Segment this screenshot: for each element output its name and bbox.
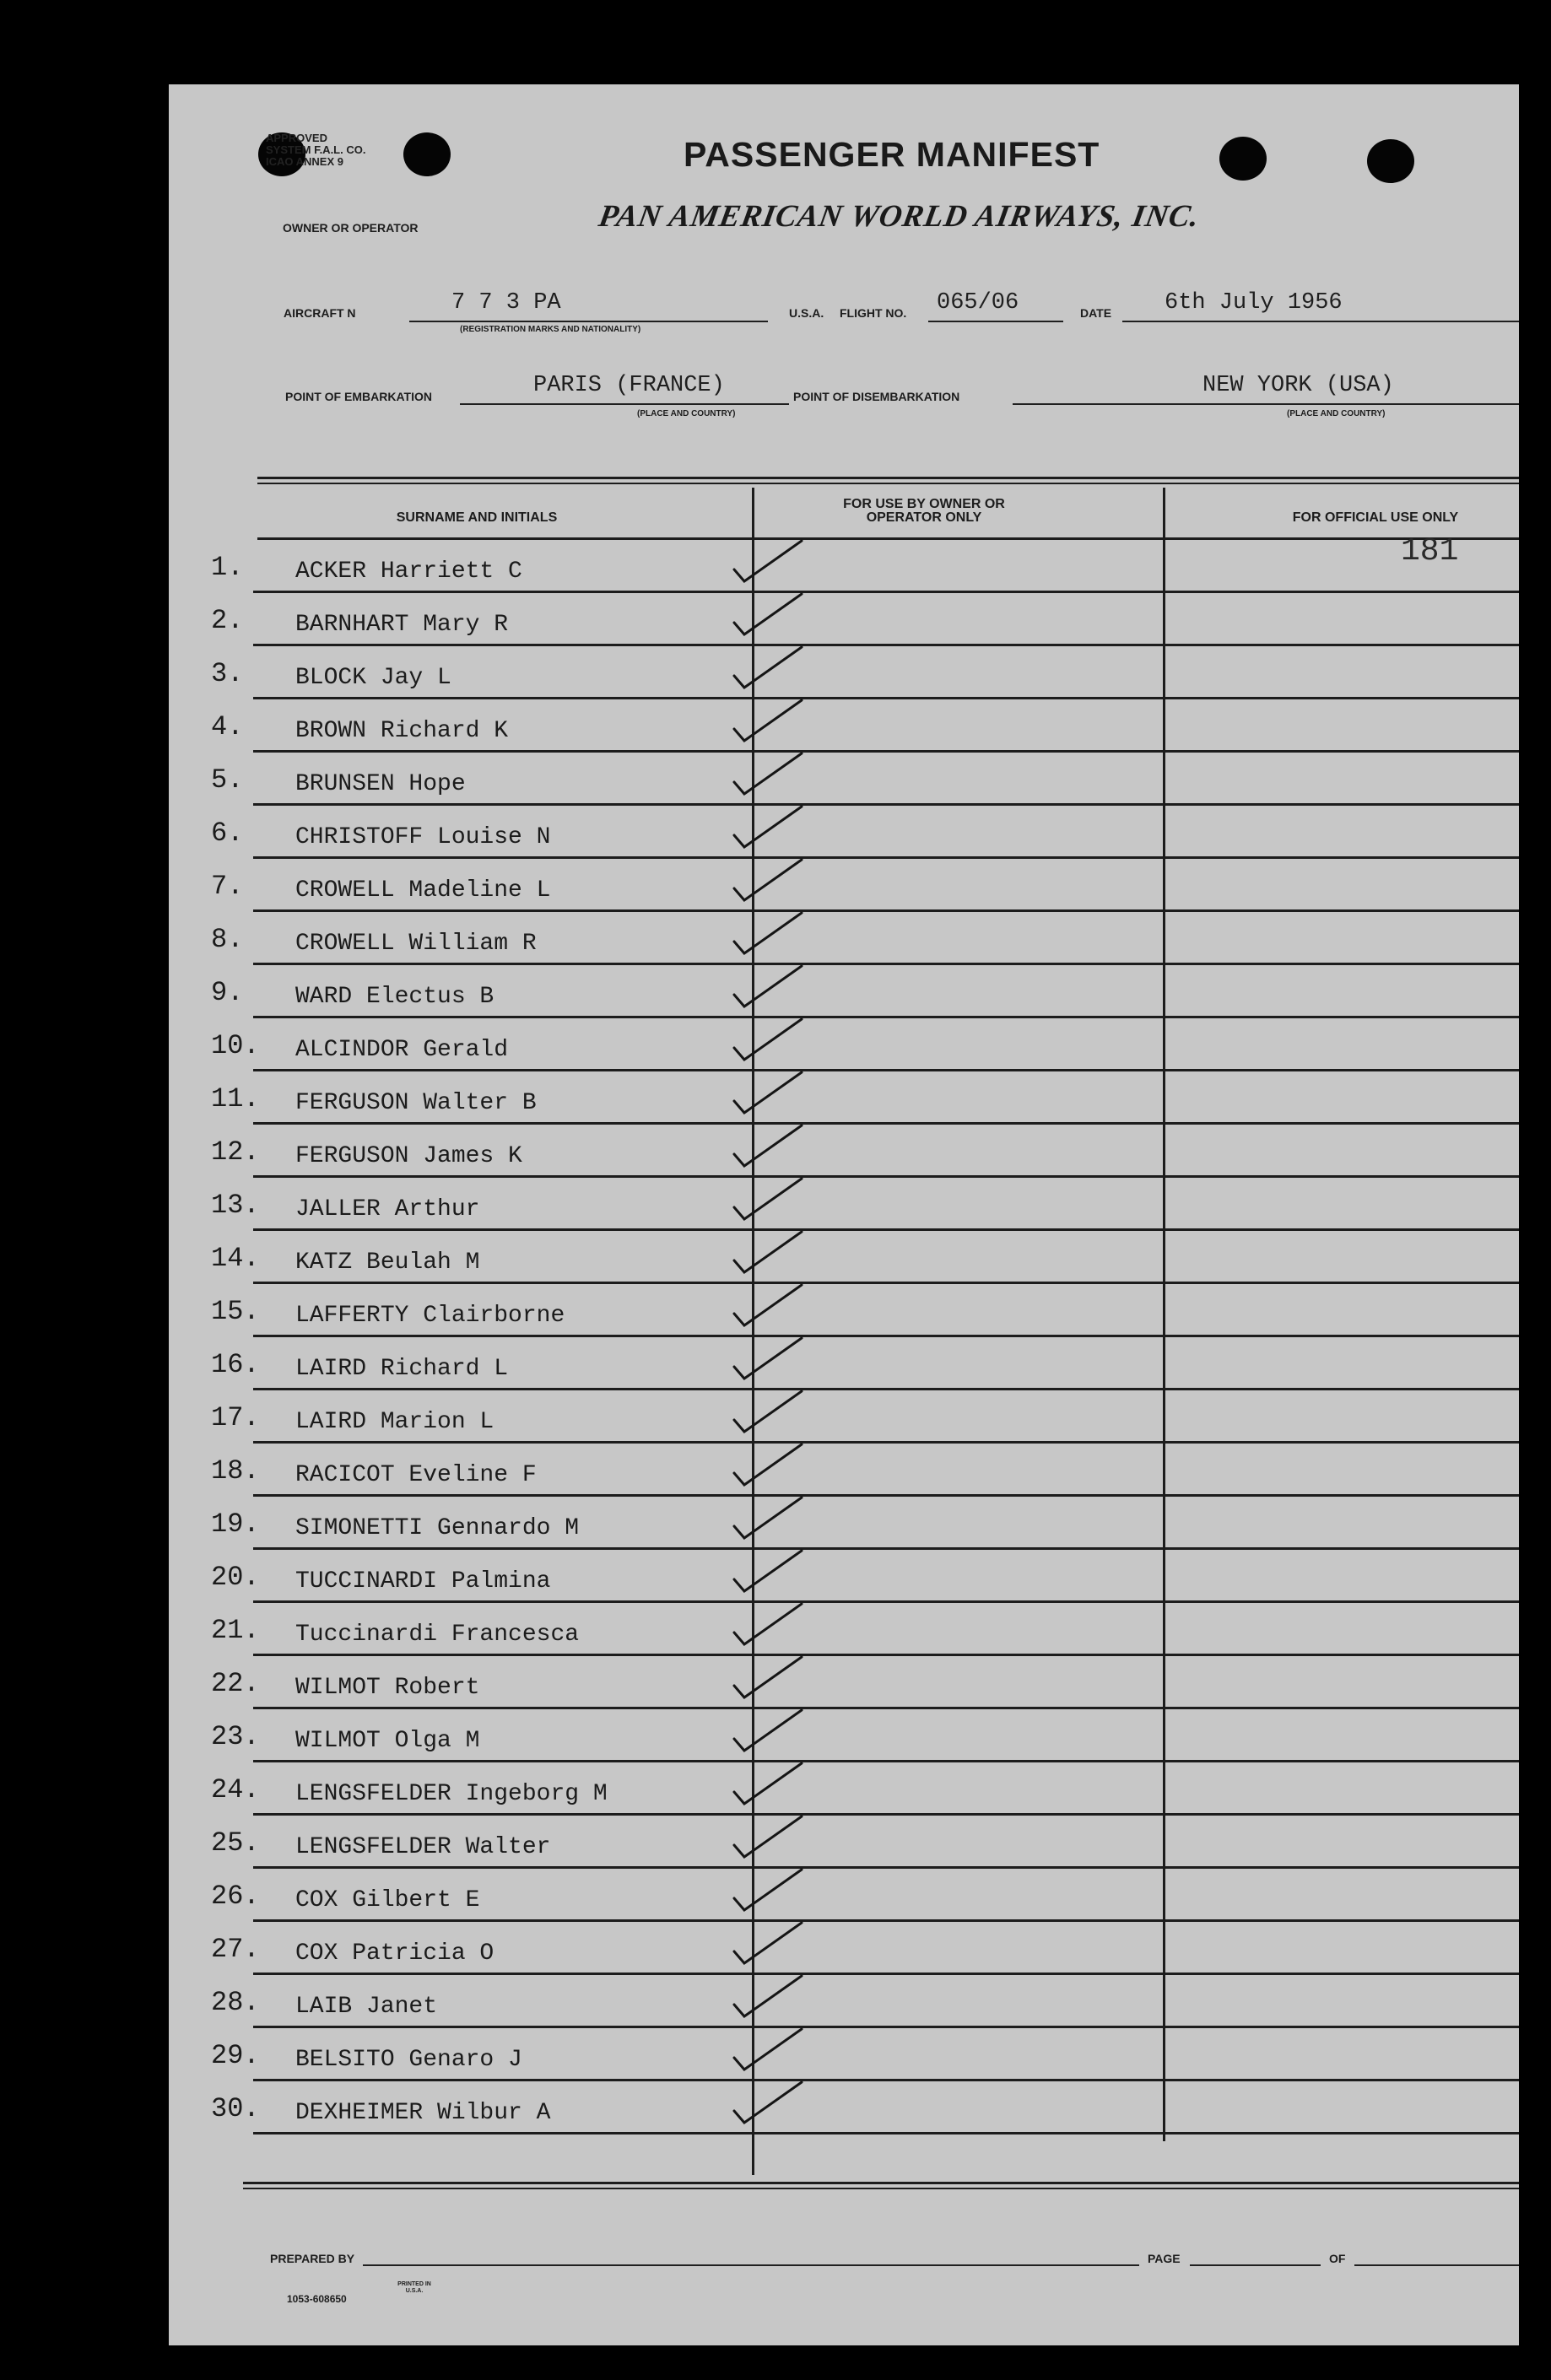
checkmark-icon: [732, 1069, 817, 1120]
operator-name: PAN AMERICAN WORLD AIRWAYS, INC.: [596, 199, 1202, 234]
row-number: 6.: [211, 818, 244, 849]
passenger-name: CROWELL Madeline L: [295, 877, 551, 904]
passenger-name: ALCINDOR Gerald: [295, 1037, 509, 1063]
checkmark-icon: [732, 1919, 817, 1970]
table-bottom-rule: [243, 2182, 1519, 2184]
passenger-row: [169, 1071, 1519, 1125]
passenger-row: [169, 1975, 1519, 2028]
aircraft-value: 7 7 3 PA: [451, 290, 561, 316]
passenger-name: RACICOT Eveline F: [295, 1462, 537, 1488]
owner-use-column-header: FOR USE BY OWNER OR OPERATOR ONLY: [843, 497, 1005, 525]
row-number: 19.: [211, 1508, 260, 1540]
passenger-row: [169, 1816, 1519, 1869]
checkmark-icon: [732, 1282, 817, 1332]
row-number: 26.: [211, 1881, 260, 1912]
embark-value: PARIS (FRANCE): [533, 373, 725, 398]
passenger-name: CROWELL William R: [295, 931, 537, 957]
passenger-row: [169, 2028, 1519, 2081]
punch-hole: [1219, 137, 1267, 181]
row-number: 27.: [211, 1934, 260, 1965]
printed-mark: PRINTED IN U.S.A.: [397, 2281, 431, 2294]
checkmark-icon: [732, 750, 817, 801]
passenger-row: [169, 965, 1519, 1018]
row-number: 17.: [211, 1402, 260, 1433]
passenger-row: [169, 1018, 1519, 1071]
passenger-name: CHRISTOFF Louise N: [295, 824, 551, 850]
passenger-name: Tuccinardi Francesca: [295, 1622, 580, 1648]
page-title: PASSENGER MANIFEST: [684, 135, 1100, 174]
checkmark-icon: [732, 963, 817, 1013]
passenger-name: LENGSFELDER Walter: [295, 1834, 551, 1860]
passenger-row: [169, 1231, 1519, 1284]
disembark-label: POINT OF DISEMBARKATION: [793, 390, 960, 403]
passenger-row: [169, 1550, 1519, 1603]
passenger-name: BROWN Richard K: [295, 718, 509, 744]
passenger-row: [169, 1869, 1519, 1922]
passenger-name: LAIB Janet: [295, 1994, 438, 2020]
passenger-name: BRUNSEN Hope: [295, 771, 466, 797]
table-top-rule: [257, 483, 1519, 484]
row-number: 21.: [211, 1615, 260, 1646]
flight-line: [928, 321, 1063, 322]
of-line: [1354, 2264, 1519, 2266]
row-number: 13.: [211, 1190, 260, 1221]
passenger-name: ACKER Harriett C: [295, 559, 522, 585]
of-label: OF: [1329, 2252, 1346, 2265]
row-number: 18.: [211, 1455, 260, 1487]
passenger-row: [169, 912, 1519, 965]
passenger-name: BLOCK Jay L: [295, 665, 451, 691]
row-number: 30.: [211, 2093, 260, 2124]
passenger-row: [169, 1922, 1519, 1975]
checkmark-icon: [732, 1441, 817, 1492]
checkmark-icon: [732, 2079, 817, 2129]
passenger-row: [169, 1390, 1519, 1444]
passenger-row: [169, 2081, 1519, 2134]
embark-note: (PLACE AND COUNTRY): [637, 409, 736, 418]
form-code: 1053-608650: [287, 2293, 347, 2305]
checkmark-icon: [732, 1707, 817, 1757]
passenger-name: BELSITO Genaro J: [295, 2047, 522, 2073]
date-label: DATE: [1080, 306, 1112, 320]
passenger-name: LAIRD Marion L: [295, 1409, 494, 1435]
passenger-row: [169, 593, 1519, 646]
official-number: 181: [1401, 533, 1459, 569]
usa-label: U.S.A.: [789, 306, 824, 320]
row-number: 10.: [211, 1030, 260, 1061]
embark-label: POINT OF EMBARKATION: [285, 390, 432, 403]
embark-line: [460, 403, 789, 405]
checkmark-icon: [732, 909, 817, 960]
row-number: 1.: [211, 552, 244, 583]
row-number: 8.: [211, 924, 244, 955]
passenger-row: [169, 1284, 1519, 1337]
passenger-row: [169, 533, 1519, 593]
checkmark-icon: [732, 1813, 817, 1864]
passenger-name: BARNHART Mary R: [295, 612, 509, 638]
passenger-row: [169, 1709, 1519, 1762]
passenger-name: SIMONETTI Gennardo M: [295, 1515, 580, 1541]
disembark-value: NEW YORK (USA): [1202, 373, 1394, 398]
row-number: 9.: [211, 977, 244, 1008]
checkmark-icon: [732, 1654, 817, 1704]
passenger-row: [169, 1125, 1519, 1178]
manifest-paper: [169, 84, 1519, 2345]
row-number: 14.: [211, 1243, 260, 1274]
passenger-row: [169, 1656, 1519, 1709]
row-number: 20.: [211, 1562, 260, 1593]
checkmark-icon: [732, 1973, 817, 2023]
checkmark-icon: [732, 1175, 817, 1226]
checkmark-icon: [732, 1494, 817, 1545]
flight-value: 065/06: [937, 290, 1019, 316]
passenger-name: LENGSFELDER Ingeborg M: [295, 1781, 608, 1807]
registration-note: (REGISTRATION MARKS AND NATIONALITY): [460, 325, 641, 334]
passenger-name: FERGUSON Walter B: [295, 1090, 537, 1116]
checkmark-icon: [732, 2026, 817, 2076]
punch-hole: [1367, 139, 1414, 183]
checkmark-icon: [732, 1760, 817, 1811]
approval-stamp: APPROVED SYSTEM F.A.L. CO. ICAO ANNEX 9: [266, 132, 366, 168]
checkmark-icon: [732, 1335, 817, 1385]
passenger-row: [169, 753, 1519, 806]
checkmark-icon: [732, 1600, 817, 1651]
passenger-name: FERGUSON James K: [295, 1143, 522, 1169]
passenger-name: KATZ Beulah M: [295, 1249, 480, 1276]
passenger-row: [169, 1178, 1519, 1231]
checkmark-icon: [732, 537, 817, 588]
page-line: [1190, 2264, 1321, 2266]
row-number: 25.: [211, 1827, 260, 1859]
passenger-row: [169, 1497, 1519, 1550]
checkmark-icon: [732, 591, 817, 641]
row-number: 29.: [211, 2040, 260, 2071]
checkmark-icon: [732, 644, 817, 694]
row-number: 7.: [211, 871, 244, 902]
row-number: 4.: [211, 711, 244, 742]
passenger-row: [169, 646, 1519, 699]
checkmark-icon: [732, 803, 817, 854]
table-top-rule: [257, 477, 1519, 479]
passenger-row: [169, 1762, 1519, 1816]
passenger-name: WILMOT Olga M: [295, 1728, 480, 1754]
passenger-name: WARD Electus B: [295, 984, 494, 1010]
row-rule: [253, 2132, 1519, 2134]
passenger-row: [169, 806, 1519, 859]
row-number: 11.: [211, 1083, 260, 1114]
checkmark-icon: [732, 1228, 817, 1279]
row-number: 28.: [211, 1987, 260, 2018]
passenger-name: COX Gilbert E: [295, 1887, 480, 1913]
passenger-row: [169, 859, 1519, 912]
passenger-row: [169, 1603, 1519, 1656]
row-number: 2.: [211, 605, 244, 636]
disembark-note: (PLACE AND COUNTRY): [1287, 409, 1386, 418]
passenger-name: LAFFERTY Clairborne: [295, 1303, 565, 1329]
checkmark-icon: [732, 1388, 817, 1438]
prepared-line: [363, 2264, 1139, 2266]
passenger-name: DEXHEIMER Wilbur A: [295, 2100, 551, 2126]
row-number: 23.: [211, 1721, 260, 1752]
date-value: 6th July 1956: [1165, 290, 1343, 316]
checkmark-icon: [732, 1866, 817, 1917]
row-number: 3.: [211, 658, 244, 689]
row-number: 5.: [211, 764, 244, 796]
date-line: [1122, 321, 1519, 322]
passenger-row: [169, 699, 1519, 753]
row-number: 22.: [211, 1668, 260, 1699]
passenger-row: [169, 1337, 1519, 1390]
passenger-name: JALLER Arthur: [295, 1196, 480, 1222]
checkmark-icon: [732, 1547, 817, 1598]
passenger-row: [169, 1444, 1519, 1497]
row-number: 15.: [211, 1296, 260, 1327]
table-bottom-rule: [243, 2188, 1519, 2189]
passenger-name: COX Patricia O: [295, 1940, 494, 1967]
checkmark-icon: [732, 1122, 817, 1173]
checkmark-icon: [732, 856, 817, 907]
passenger-name: WILMOT Robert: [295, 1675, 480, 1701]
passenger-name: TUCCINARDI Palmina: [295, 1568, 551, 1595]
row-number: 16.: [211, 1349, 260, 1380]
punch-hole: [403, 132, 451, 176]
row-number: 12.: [211, 1136, 260, 1168]
page-label: PAGE: [1148, 2252, 1181, 2265]
aircraft-label: AIRCRAFT N: [284, 306, 356, 320]
surname-column-header: SURNAME AND INITIALS: [396, 510, 558, 525]
checkmark-icon: [732, 697, 817, 747]
checkmark-icon: [732, 1016, 817, 1066]
official-use-column-header: FOR OFFICIAL USE ONLY: [1292, 510, 1459, 525]
prepared-label: PREPARED BY: [270, 2252, 355, 2265]
aircraft-line: [409, 321, 768, 322]
passenger-name: LAIRD Richard L: [295, 1356, 509, 1382]
disembark-line: [1013, 403, 1519, 405]
row-number: 24.: [211, 1774, 260, 1805]
owner-label: OWNER OR OPERATOR: [283, 221, 419, 235]
flight-label: FLIGHT NO.: [840, 306, 907, 320]
